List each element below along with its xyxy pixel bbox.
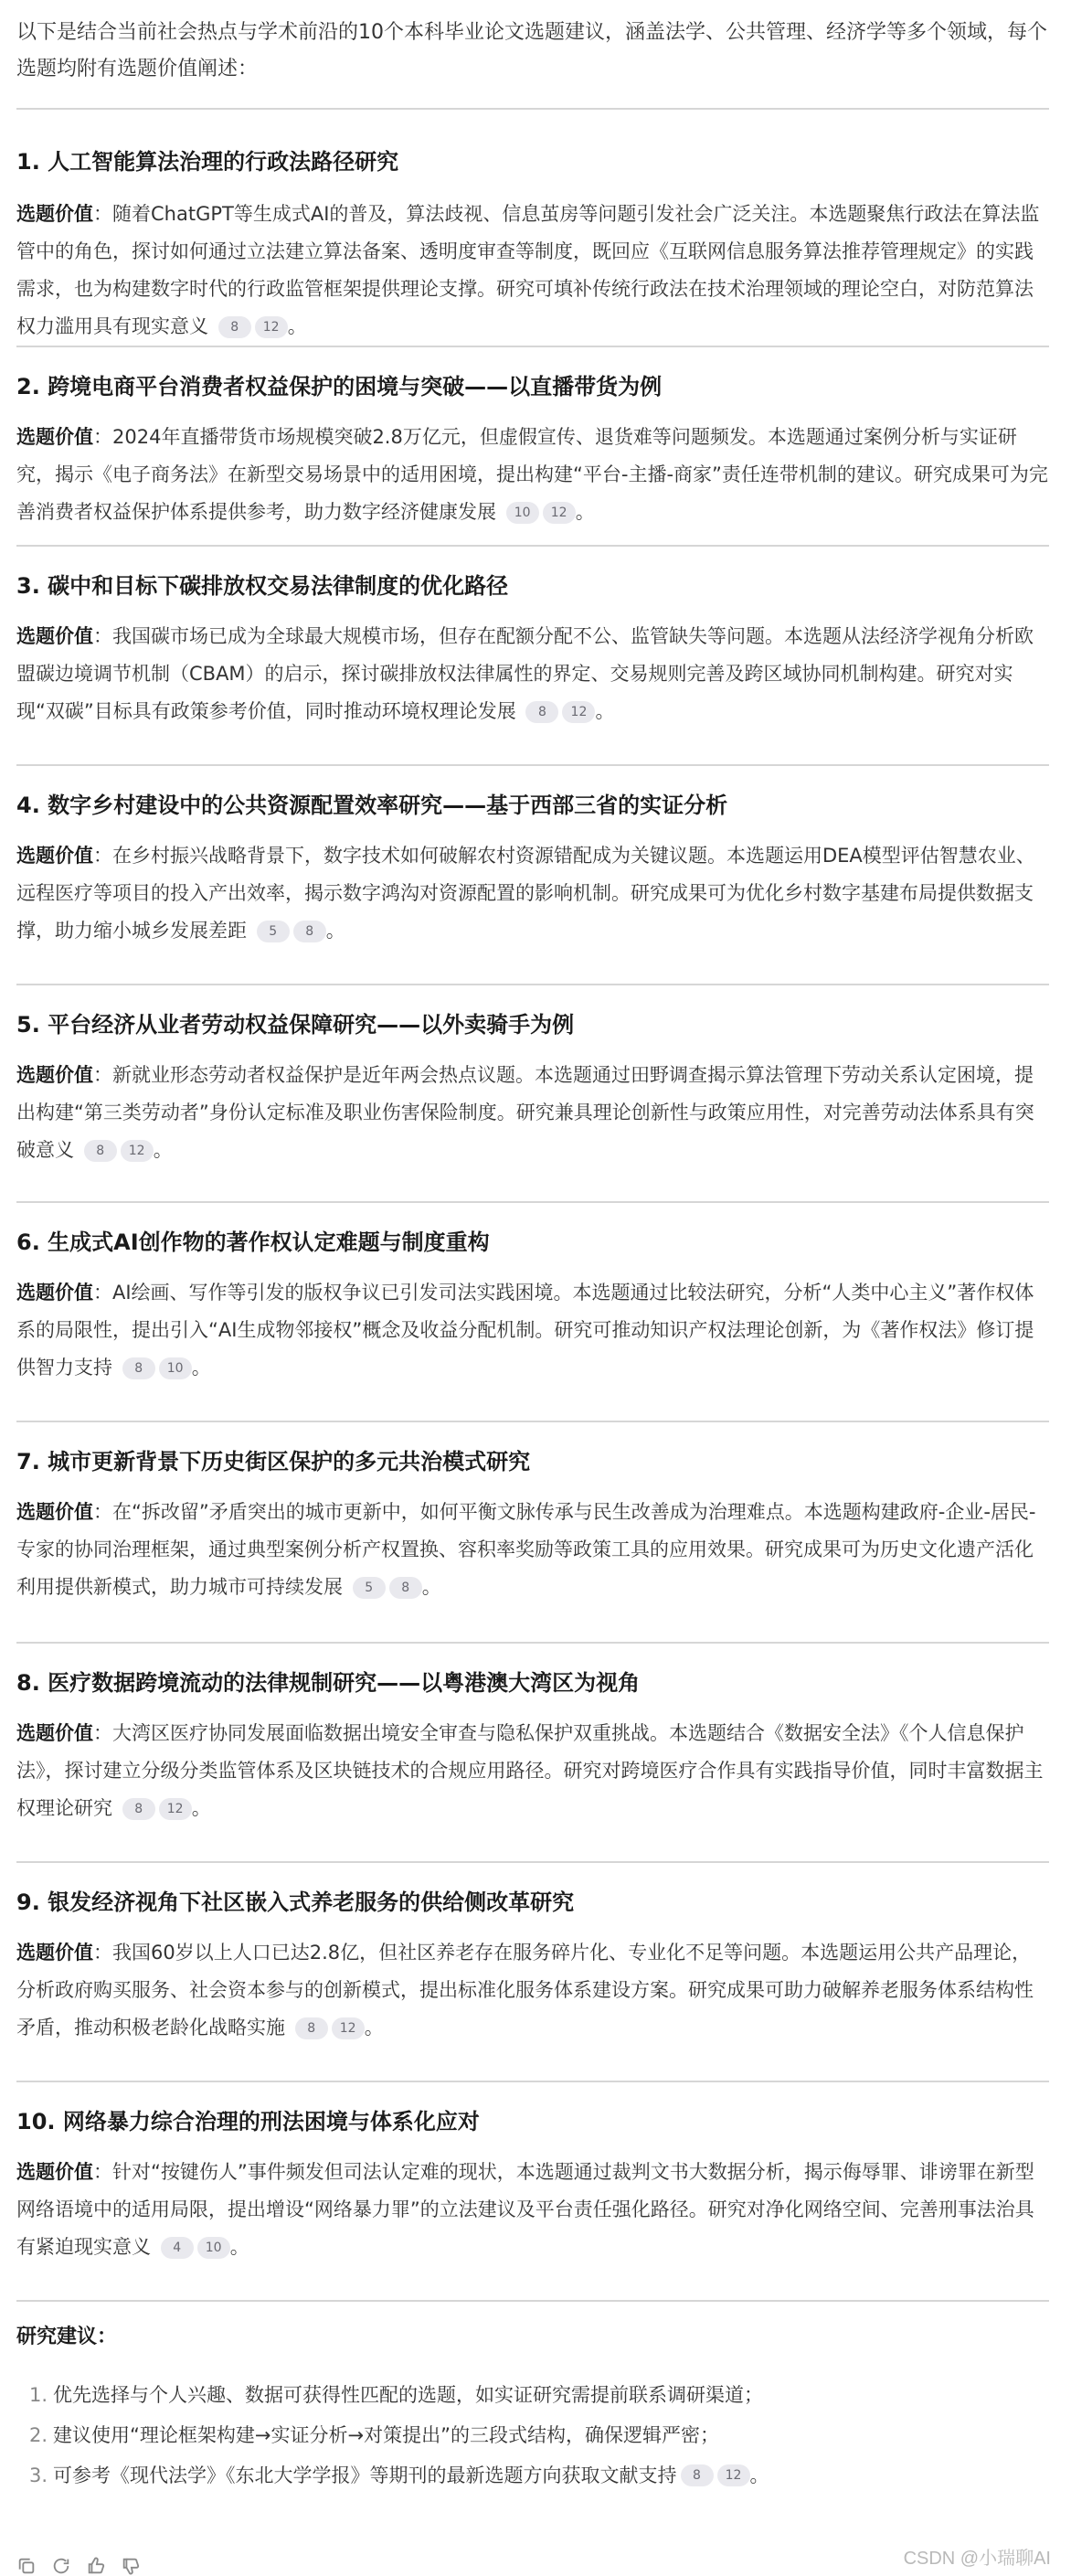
topic-title: 4. 数字乡村建设中的公共资源配置效率研究——基于西部三省的实证分析 [16,793,728,818]
topic-body: 选题价值：在乡村振兴战略背景下，数字技术如何破解农村资源错配成为关键议题。本选题运用DEA模型评估智慧农业、远程医疗等项目的投入产出效率，揭示数字鸿沟对资源配置的影响机制。研究成果可为优化乡村数字基建布局提供数据支撑，助力缩小城乡发展差距 5 8 。 [16,845,1035,942]
topic-body: 选题价值：我国碳市场已成为全球最大规模市场，但存在配额分配不公、监管缺失等问题。本选题从法经济学视角分析欧盟碳边境调节机制（CBAM）的启示，探讨碳排放权法律属性的界定、交易规则完善及跨区域协同机制构建。研究对实现“双碳”目标具有政策参考价值，同时推动环境权理论发展 8 12 。 [16,625,1034,722]
research-suggestions [16,2302,1049,2494]
value-label: 选题价值 [16,203,93,225]
topic-title: 1. 人工智能算法治理的行政法路径研究 [16,149,399,175]
citation-badge[interactable]: 8 [295,2017,328,2039]
topic-title: 7. 城市更新背景下历史街区保护的多元共治模式研究 [16,1449,531,1474]
topic-title: 10. 网络暴力综合治理的刑法困境与体系化应对 [16,2109,480,2134]
message-toolbar [16,2556,141,2576]
topic-2 [16,347,1049,545]
suggestions-heading [16,2322,1049,2353]
suggestions-list [16,2377,1049,2494]
citation-badge[interactable]: 8 [218,316,251,338]
citation-badge[interactable]: 12 [332,2017,365,2039]
topic-text: ：在乡村振兴战略背景下，数字技术如何破解农村资源错配成为关键议题。本选题运用DEA模型评估智慧农业、远程医疗等项目的投入产出效率，揭示数字鸿沟对资源配置的影响机制。研究成果可为优化乡村数字基建布局提供数据支撑，助力缩小城乡发展差距 [16,845,1035,942]
value-label: 选题价值 [16,625,93,647]
topic-body: 选题价值：2024年直播带货市场规模突破2.8万亿元，但虚假宣传、退货难等问题频发。本选题通过案例分析与实证研究，揭示《电子商务法》在新型交易场景中的适用困境，提出构建“平台-主播-商家”责任连带机制的建议。研究成果可为完善消费者权益保护体系提供参考，助力数字经济健康发展 10 12 。 [16,426,1048,523]
topic-title: 5. 平台经济从业者劳动权益保障研究——以外卖骑手为例 [16,1012,575,1038]
thumbs-up-icon[interactable] [86,2556,106,2576]
list-item [29,2417,1049,2454]
list-number: 2. [29,2424,48,2446]
topic-body: 选题价值：随着ChatGPT等生成式AI的普及，算法歧视、信息茧房等问题引发社会广泛关注。本选题聚焦行政法在算法监管中的角色，探讨如何通过立法建立算法备案、透明度审查等制度，既回应《互联网信息服务算法推荐管理规定》的实践需求，也为构建数字时代的行政监管框架提供理论支撑。研究可填补传统行政法在技术治理领域的理论空白，对防范算法权力滥用具有现实意义 8 12 。 [16,203,1040,337]
topic-title: 9. 银发经济视角下社区嵌入式养老服务的供给侧改革研究 [16,1889,575,1915]
list-number: 1. [29,2384,48,2406]
citation-badge[interactable]: 8 [84,1140,117,1162]
value-label: 选题价值 [16,1501,93,1523]
topic-title: 3. 碳中和目标下碳排放权交易法律制度的优化路径 [16,573,509,599]
topic-6 [16,1203,1049,1421]
value-label: 选题价值 [16,2161,93,2183]
topic-9 [16,1863,1049,2081]
value-label: 选题价值 [16,1282,93,1304]
topic-text: ：我国碳市场已成为全球最大规模市场，但存在配额分配不公、监管缺失等问题。本选题从法经济学视角分析欧盟碳边境调节机制（CBAM）的启示，探讨碳排放权法律属性的界定、交易规则完善及跨区域协同机制构建。研究对实现“双碳”目标具有政策参考价值，同时推动环境权理论发展 [16,625,1034,722]
topic-text: ：我国60岁以上人口已达2.8亿，但社区养老存在服务碎片化、专业化不足等问题。本选题运用公共产品理论，分析政府购买服务、社会资本参与的创新模式，提出标准化服务体系建设方案。研究成果可助力破解养老服务体系结构性矛盾，推动积极老龄化战略实施 [16,1942,1034,2038]
topic-text: ：AI绘画、写作等引发的版权争议已引发司法实践困境。本选题通过比较法研究，分析“人类中心主义”著作权体系的局限性，提出引入“AI生成物邻接权”概念及收益分配机制。研究可推动知识产权法理论创新，为《著作权法》修订提供智力支持 [16,1282,1034,1378]
topic-text: ：新就业形态劳动者权益保护是近年两会热点议题。本选题通过田野调查揭示算法管理下劳动关系认定困境，提出构建“第三类劳动者”身份认定标准及职业伤害保险制度。研究兼具理论创新性与政策应用性，对完善劳动法体系具有突破意义 [16,1064,1034,1161]
topic-text: ：在“拆改留”矛盾突出的城市更新中，如何平衡文脉传承与民生改善成为治理难点。本选题构建政府-企业-居民-专家的协同治理框架，通过典型案例分析产权置换、容积率奖励等政策工具的应用效果。研究成果可为历史文化遗产活化利用提供新模式，助力城市可持续发展 [16,1501,1036,1598]
citation-badge[interactable]: 8 [681,2464,714,2486]
topic-body: 选题价值：在“拆改留”矛盾突出的城市更新中，如何平衡文脉传承与民生改善成为治理难点。本选题构建政府-企业-居民-专家的协同治理框架，通过典型案例分析产权置换、容积率奖励等政策工具的应用效果。研究成果可为历史文化遗产活化利用提供新模式，助力城市可持续发展 5 8 。 [16,1501,1036,1598]
topic-3 [16,547,1049,764]
topic-body: 选题价值：针对“按键伤人”事件频发但司法认定难的现状，本选题通过裁判文书大数据分析，揭示侮辱罪、诽谤罪在新型网络语境中的适用局限，提出增设“网络暴力罪”的立法建议及平台责任强化路径。研究对净化网络空间、完善刑事法治具有紧迫现实意义 4 10 。 [16,2161,1034,2258]
citation-badge[interactable]: 10 [197,2237,230,2259]
list-item [29,2377,1049,2413]
citation-badge[interactable]: 12 [121,1140,154,1162]
suggestions-heading-text: 研究建议 [16,2326,98,2348]
list-end: 。 [749,2464,769,2486]
citation-badge[interactable]: 12 [159,1798,192,1820]
list-text: 可参考《现代法学》《东北大学学报》等期刊的最新选题方向获取文献支持 [53,2464,677,2486]
topic-4 [16,766,1049,984]
topic-body: 选题价值：大湾区医疗协同发展面临数据出境安全审查与隐私保护双重挑战。本选题结合《数据安全法》《个人信息保护法》，探讨建立分级分类监管体系及区块链技术的合规应用路径。研究对跨境医疗合作具有实践指导价值，同时丰富数据主权理论研究 8 12 。 [16,1722,1044,1819]
value-label: 选题价值 [16,1722,93,1744]
topic-text: ：大湾区医疗协同发展面临数据出境安全审查与隐私保护双重挑战。本选题结合《数据安全法》《个人信息保护法》，探讨建立分级分类监管体系及区块链技术的合规应用路径。研究对跨境医疗合作具有实践指导价值，同时丰富数据主权理论研究 [16,1722,1044,1819]
citation-badge[interactable]: 4 [161,2237,194,2259]
citation-badge[interactable]: 10 [159,1357,192,1379]
citation-badge[interactable]: 12 [562,701,595,723]
topic-text: ：2024年直播带货市场规模突破2.8万亿元，但虚假宣传、退货难等问题频发。本选题通过案例分析与实证研究，揭示《电子商务法》在新型交易场景中的适用困境，提出构建“平台-主播-商家”责任连带机制的建议。研究成果可为完善消费者权益保护体系提供参考，助力数字经济健康发展 [16,426,1048,523]
copy-icon[interactable] [16,2556,37,2576]
topic-5 [16,985,1049,1201]
topic-title: 8. 医疗数据跨境流动的法律规制研究——以粤港澳大湾区为视角 [16,1670,641,1696]
topic-1 [16,110,1049,346]
citation-badge[interactable]: 8 [122,1357,155,1379]
list-text: 优先选择与个人兴趣、数据可获得性匹配的选题，如实证研究需提前联系调研渠道； [53,2384,763,2406]
list-number: 3. [29,2464,48,2486]
refresh-icon[interactable] [51,2556,71,2576]
topic-7 [16,1422,1049,1642]
thumbs-down-icon[interactable] [121,2556,141,2576]
list-item [29,2457,1049,2494]
intro-text: 以下是结合当前社会热点与学术前沿的10个本科毕业论文选题建议，涵盖法学、公共管理、经济学等多个领域，每个选题均附有选题价值阐述： [16,21,1047,80]
citation-badge[interactable]: 8 [122,1798,155,1820]
citation-badge[interactable]: 5 [353,1577,386,1599]
citation-badge[interactable]: 8 [293,921,326,942]
citation-badge[interactable]: 12 [717,2464,750,2486]
citation-badge[interactable]: 12 [255,316,288,338]
value-label: 选题价值 [16,845,93,867]
topic-body: 选题价值：新就业形态劳动者权益保护是近年两会热点议题。本选题通过田野调查揭示算法管理下劳动关系认定困境，提出构建“第三类劳动者”身份认定标准及职业伤害保险制度。研究兼具理论创新性与政策应用性，对完善劳动法体系具有突破意义 8 12 。 [16,1064,1034,1161]
value-label: 选题价值 [16,426,93,448]
value-label: 选题价值 [16,1064,93,1086]
value-label: 选题价值 [16,1942,93,1964]
answer-content [16,0,1049,2494]
topic-title: 6. 生成式AI创作物的著作权认定难题与制度重构 [16,1229,490,1255]
citation-badge[interactable]: 10 [506,502,539,524]
citation-badge[interactable]: 12 [543,502,576,524]
citation-badge[interactable]: 5 [257,921,290,942]
topic-body: 选题价值：我国60岁以上人口已达2.8亿，但社区养老存在服务碎片化、专业化不足等问题。本选题运用公共产品理论，分析政府购买服务、社会资本参与的创新模式，提出标准化服务体系建设方案。研究成果可助力破解养老服务体系结构性矛盾，推动积极老龄化战略实施 8 12 。 [16,1942,1034,2038]
topic-8 [16,1644,1049,1861]
watermark: CSDN @小瑞聊AI [903,2549,1051,2569]
citation-badge[interactable]: 8 [389,1577,422,1599]
topic-body: 选题价值：AI绘画、写作等引发的版权争议已引发司法实践困境。本选题通过比较法研究，分析“人类中心主义”著作权体系的局限性，提出引入“AI生成物邻接权”概念及收益分配机制。研究可推动知识产权法理论创新，为《著作权法》修订提供智力支持 8 10 。 [16,1282,1034,1378]
topic-10 [16,2082,1049,2300]
citation-badge[interactable]: 8 [525,701,558,723]
suggestions-heading-colon: ： [97,2326,118,2348]
topic-text: ：针对“按键伤人”事件频发但司法认定难的现状，本选题通过裁判文书大数据分析，揭示侮辱罪、诽谤罪在新型网络语境中的适用局限，提出增设“网络暴力罪”的立法建议及平台责任强化路径。研究对净化网络空间、完善刑事法治具有紧迫现实意义 [16,2161,1034,2258]
list-text: 建议使用“理论框架构建→实证分析→对策提出”的三段式结构，确保逻辑严密； [53,2424,719,2446]
topic-title: 2. 跨境电商平台消费者权益保护的困境与突破——以直播带货为例 [16,374,663,399]
topic-text: ：随着ChatGPT等生成式AI的普及，算法歧视、信息茧房等问题引发社会广泛关注。本选题聚焦行政法在算法监管中的角色，探讨如何通过立法建立算法备案、透明度审查等制度，既回应《互联网信息服务算法推荐管理规定》的实践需求，也为构建数字时代的行政监管框架提供理论支撑。研究可填补传统行政法在技术治理领域的理论空白，对防范算法权力滥用具有现实意义 [16,203,1040,337]
